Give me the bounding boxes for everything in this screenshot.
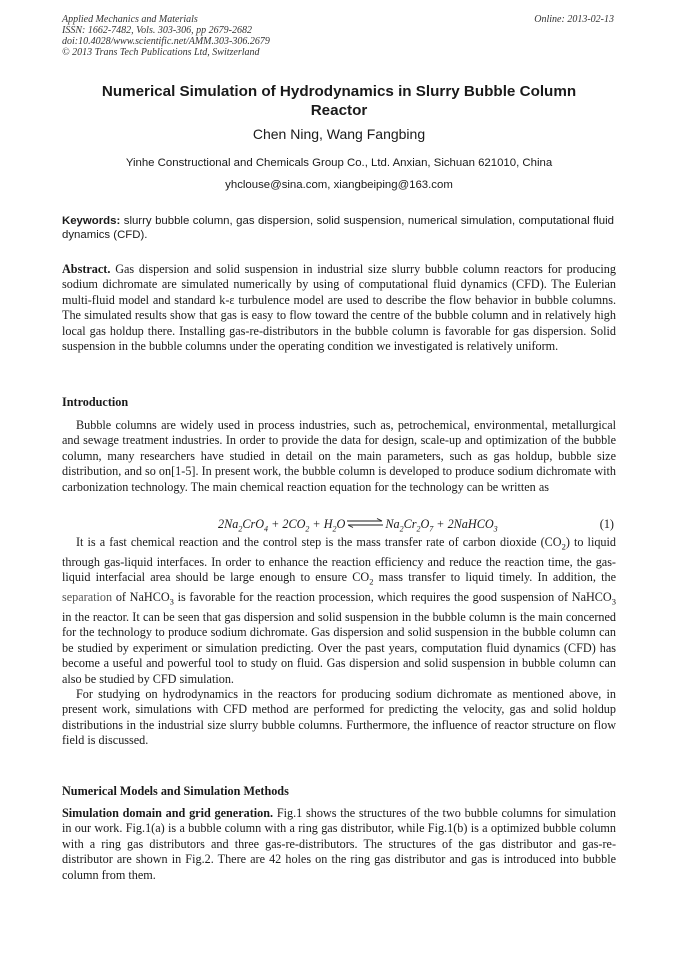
paper-title — [60, 82, 618, 120]
online-date: Online: 2013-02-13 — [534, 14, 614, 25]
methods-sub-label: Simulation domain and grid generation. — [62, 806, 274, 820]
abstract — [62, 262, 616, 354]
methods-p1 — [62, 806, 616, 883]
doi-line: doi:10.4028/www.scientific.net/AMM.303-306.2679 — [62, 36, 270, 47]
copyright-line: © 2013 Trans Tech Publications Ltd, Switzerland — [62, 47, 260, 58]
keywords — [62, 214, 614, 242]
abstract-text: Gas dispersion and solid suspension in industrial size slurry bubble column reactors for producing sodium dichromate are simulated numerically by using of computational fluid dynamics (CFD). The Eulerian multi-fluid model and standard k-ε turbulence model are used to describe the flow behavior in bubble columns. The simulated results show that gas is easy to flow toward the centre of the bubble column and in relatively high local gas holdup there. Installing gas-re-distributors in the bubble column is favorable for gas dispersion. Solid suspension in the bubble columns under the operating condition we investigated is relatively uniform. — [62, 262, 616, 354]
title-line-2: Reactor — [310, 102, 368, 119]
affiliation: Yinhe Constructional and Chemicals Group Co., Ltd. Anxian, Sichuan 621010, China — [125, 157, 553, 169]
title-line-1: Numerical Simulation of Hydrodynamics in Slurry Bubble Column — [101, 83, 577, 100]
intro-p3: For studying on hydrodynamics in the reactors for producing sodium dichromate as mentioned above, in present work, simulations with CFD method are performed for predicting the velocity, gas and solid holdup distributions in the industrial size slurry bubble columns. Furthermore, the influence of reactor structure on flow field is discussed. — [62, 686, 616, 748]
introduction-paragraph-1 — [62, 418, 616, 495]
methods-paragraph — [62, 806, 616, 883]
methods-text: Fig.1 shows the structures of the two bubble columns for simulation in our work. Fig.1(a) is a bubble column with a ring gas distributor, while Fig.1(b) is a optimized bubble column with a ring gas distributors and three gas-re-distributors. The structures of the gas distributor and gas-re-distributor are shown in Fig.2. There are 42 holes on the ring gas distributor and gas is introduced into bubble column from them. — [62, 806, 617, 882]
equation-number: (1) — [599, 517, 614, 531]
separation-word: separation — [62, 590, 113, 605]
section-heading-introduction: Introduction — [62, 395, 129, 409]
email-addresses: yhclouse@sina.com, xiangbeiping@163.com — [225, 179, 453, 191]
issn-line: ISSN: 1662-7482, Vols. 303-306, pp 2679-2682 — [62, 25, 252, 36]
intro-p2: It is a fast chemical reaction and the control step is the mass transfer rate of carbon dioxide $(CO_2)$ to liquid through gas-liquid interfaces. In order to enhance the reaction efficiency and reduce the reaction time, the gas-liquid interfacial area should be large enough to ensure $CO_2$ mass transfer to liquid timely. In addition, the separation of NaHCO$_3$ is favorable for the reaction procession, which requires the good suspension of NaHCO$_3$ in the reactor. It can be seen that gas dispersion and solid suspension in the bubble column is the main concerned for the technology to produce sodium dichromate. Gas dispersion and solid suspension in the bubble column can be studied by experiment or simulation predicting. Over the past years, computation fluid dynamics (CFD) has become a useful and powerful tool to study on fluid. Gas dispersion and solid suspension in bubble column can also be studied by CFD simulation. — [62, 535, 616, 686]
intro-p1: Bubble columns are widely used in process industries, such as, petrochemical, environmental, metallurgical and sewage treatment industries. In order to provide the data for design, scale-up and optimization of the bubble column, many researchers have studied in detail on the main parameters, such as gas holdup, bubble size distribution, and so on[1-5]. In present work, the bubble column is developed to produce sodium dichromate with carbonization technology. The main chemical reaction equation for the technology can be written as — [62, 418, 616, 494]
reaction-equation: $2Na_2CrO_4 + 2CO_2 + H_2O$ $Na_2Cr_2O_7$ + 2NaHCO$_3$ — [218, 517, 498, 534]
abstract-label: Abstract. — [62, 262, 111, 276]
introduction-paragraph-2 — [62, 535, 616, 749]
keywords-text: slurry bubble column, gas dispersion, solid suspension, numerical simulation, computational fluid dynamics (CFD). — [62, 215, 614, 241]
equation-1 — [62, 517, 616, 533]
journal-header — [62, 14, 618, 58]
journal-name: Applied Mechanics and Materials — [62, 14, 198, 25]
keywords-label: Keywords: — [62, 215, 121, 227]
section-heading-methods: Numerical Models and Simulation Methods — [62, 784, 289, 798]
reversible-arrow-icon — [345, 518, 385, 528]
authors: Chen Ning, Wang Fangbing — [252, 126, 426, 142]
